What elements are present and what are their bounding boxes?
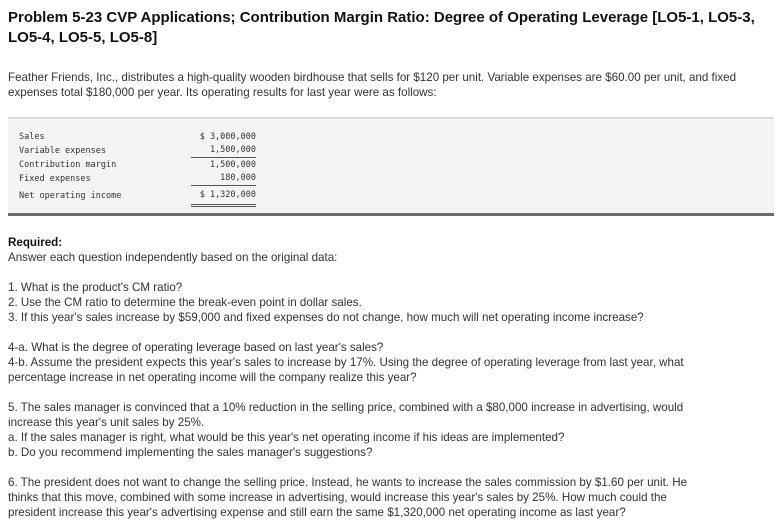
row-amount: 1,500,000 [191,144,256,158]
row-label: Fixed expenses [19,173,91,184]
row-amount: 180,000 [191,172,256,186]
row-amount: $ 3,000,000 [199,131,256,142]
question-group-4 [8,340,774,385]
question-5-line-2: increase this year's unit sales by 25%. [8,416,205,429]
question-group-1-3 [8,280,774,325]
question-group-6 [8,475,774,520]
problem-intro: Feather Friends, Inc., distributes a high-quality wooden birdhouse that sells for $120 per unit. Variable expenses are $60.00 per unit, and fixed expenses total $180,000 per year. Its operating results for last year were as follows: [8,71,737,99]
row-label: Contribution margin [19,159,117,170]
row-amount: $ 1,320,000 [191,186,256,206]
panel-top-rule [8,117,774,119]
income-statement-table [19,130,256,207]
question-4b-line-1: 4-b. Assume the president expects this year's sales to increase by 17%. Using the degree of operating leverage from last year, what [8,356,684,369]
question-group-5 [8,400,774,460]
row-label: Variable expenses [19,145,106,156]
question-5-line-1: 5. The sales manager is convinced that a 10% reduction in the selling price, combined with a $80,000 increase in advertising, would [8,401,684,414]
problem-title: Problem 5-23 CVP Applications; Contribution Margin Ratio: Degree of Operating Leverage [LO5-1, LO5-3, LO5-4, LO5-5, LO5-8] [8,9,755,46]
row-amount: 1,500,000 [209,159,256,170]
row-label: Net operating income [19,190,122,201]
required-section [8,235,774,265]
required-label: Required: [8,236,63,249]
table-row-contribution-margin [19,158,256,172]
question-2: 2. Use the CM ratio to determine the break-even point in dollar sales. [8,296,362,309]
question-5b: b. Do you recommend implementing the sales manager's suggestions? [8,446,373,459]
question-6-line-1: 6. The president does not want to change the selling price. Instead, he wants to increase the sales commission by $1.60 per unit. He [8,476,688,489]
question-6-line-3: president increase this year's advertising expense and still earn the same $1,320,000 net operating income as last year? [8,506,626,519]
table-row-fixed-expenses [19,172,256,186]
question-5a: a. If the sales manager is right, what would be this year's net operating income if his ideas are implemented? [8,431,565,444]
table-row-sales [19,130,256,144]
row-label: Sales [19,131,45,142]
question-3: 3. If this year's sales increase by $59,000 and fixed expenses do not change, how much will net operating income increase? [8,311,644,324]
table-row-net-operating-income [19,186,256,206]
question-4a: 4-a. What is the degree of operating leverage based on last year's sales? [8,341,384,354]
question-1: 1. What is the product's CM ratio? [8,281,183,294]
income-statement-panel [8,117,774,216]
question-6-line-2: thinks that this move, combined with some increase in advertising, would increase this year's sales by 25%. How much could the [8,491,667,504]
question-4b-line-2: percentage increase in net operating income will the company realize this year? [8,371,417,384]
required-instruction: Answer each question independently based on the original data: [8,251,338,264]
table-row-variable-expenses [19,144,256,158]
